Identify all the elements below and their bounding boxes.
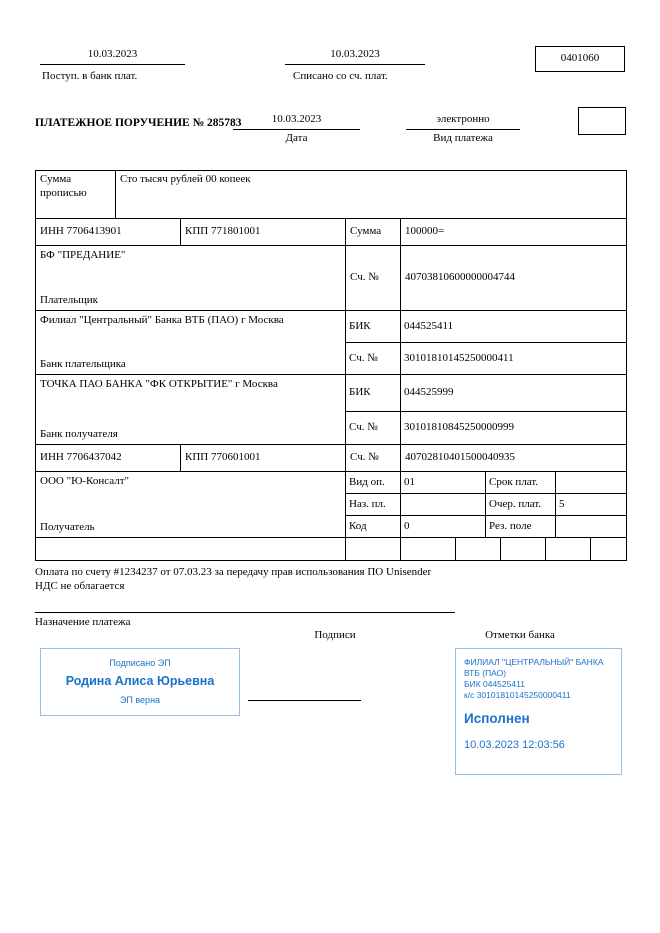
amount-label: Сумма xyxy=(346,219,401,245)
purpose-code-value xyxy=(401,494,486,515)
payment-term-value xyxy=(556,472,626,493)
payee-role-label: Получатель xyxy=(40,521,95,534)
payment-form-table xyxy=(35,170,627,561)
payee-inn: ИНН 7706437042 xyxy=(36,445,181,471)
payer-bank-role-label: Банк плательщика xyxy=(40,358,126,371)
purpose-line-1: Оплата по счету #1234237 от 07.03.23 за передачу прав использования ПО Unisender xyxy=(35,566,432,578)
payee-bank-name: ТОЧКА ПАО БАНКА "ФК ОТКРЫТИЕ" г Москва xyxy=(40,378,278,390)
payer-bank-codes xyxy=(346,311,626,374)
payer-bank-cell xyxy=(36,311,346,374)
bank-stamp-corr-account: к/с 30101810145250000411 xyxy=(464,690,571,700)
tax-field-cell xyxy=(591,538,626,560)
payee-kpp: КПП 770601001 xyxy=(181,445,346,471)
payer-bank-bik: 044525411 xyxy=(404,319,454,332)
tax-field-cell xyxy=(401,538,456,560)
payment-kind-label: Вид платежа xyxy=(433,132,493,144)
payer-account: 40703810600000004744 xyxy=(405,271,515,284)
priority-label: Очер. плат. xyxy=(486,494,556,515)
bank-stamp-bank-name-2: ВТБ (ПАО) xyxy=(464,668,507,678)
payee-inn-row xyxy=(36,445,626,472)
payer-bank-account-label: Сч. № xyxy=(346,343,401,374)
amount-words-label: Сумма прописью xyxy=(36,171,116,218)
payer-bank-name: Филиал "Центральный" Банка ВТБ (ПАО) г Москва xyxy=(40,314,284,326)
tax-field-cell xyxy=(346,538,401,560)
payer-bank-account: 30101810145250000411 xyxy=(404,351,514,364)
payee-bank-bik-label: БИК xyxy=(346,375,401,411)
esig-valid-label: ЭП верна xyxy=(119,694,161,705)
operation-kind-value: 01 xyxy=(401,472,486,493)
purpose-code-label: Наз. пл. xyxy=(346,494,401,515)
bank-stamp-bank-name-1: ФИЛИАЛ "ЦЕНТРАЛЬНЫЙ" БАНКА xyxy=(464,657,604,667)
payee-row xyxy=(36,472,626,538)
received-in-bank-label: Поступ. в банк плат. xyxy=(42,70,138,82)
payer-cell xyxy=(36,246,346,310)
payer-bank-bik-label: БИК xyxy=(346,311,401,342)
bank-stamp-bik: БИК 044525411 xyxy=(464,679,525,689)
payer-inn-row xyxy=(36,219,626,246)
tax-field-cell xyxy=(36,538,346,560)
payee-cell xyxy=(36,472,346,537)
signature-line xyxy=(248,700,361,701)
amount-words-value: Сто тысяч рублей 00 копеек xyxy=(120,173,251,185)
e-signature-stamp xyxy=(40,648,240,716)
payee-operation-grid xyxy=(346,472,626,537)
priority-value: 5 xyxy=(559,497,565,510)
form-code-box: 0401060 xyxy=(535,46,625,72)
payee-bank-account-label: Сч. № xyxy=(346,412,401,444)
bank-marks-label: Отметки банка xyxy=(485,629,555,641)
document-date-label: Дата xyxy=(285,132,308,144)
reserve-field-label: Рез. поле xyxy=(486,516,556,537)
bank-stamp-status: Исполнен xyxy=(464,711,530,726)
code-label: Код xyxy=(346,516,401,537)
received-in-bank-date: 10.03.2023 xyxy=(40,48,185,65)
reserve-field-value xyxy=(556,516,626,537)
payee-bank-cell xyxy=(36,375,346,444)
payee-bank-codes xyxy=(346,375,626,444)
document-title: ПЛАТЕЖНОЕ ПОРУЧЕНИЕ № 285783 xyxy=(35,117,242,129)
operation-kind-label: Вид оп. xyxy=(346,472,401,493)
payee-bank-account: 30101810845250000999 xyxy=(404,421,514,434)
payer-name: БФ "ПРЕДАНИЕ" xyxy=(40,249,126,261)
payer-row xyxy=(36,246,626,311)
payer-bank-row xyxy=(36,311,626,375)
payment-kind-field: электронно xyxy=(406,113,520,130)
signatures-label: Подписи xyxy=(314,629,356,641)
payee-account: 40702810401500040935 xyxy=(405,451,515,464)
payer-kpp: КПП 771801001 xyxy=(181,219,346,245)
amount-value: 100000= xyxy=(405,225,445,238)
payee-name: ООО "Ю-Консалт" xyxy=(40,475,129,487)
payee-bank-role-label: Банк получателя xyxy=(40,428,118,441)
payment-term-label: Срок плат. xyxy=(486,472,556,493)
payee-bank-bik: 044525999 xyxy=(404,386,454,399)
tax-field-cell xyxy=(501,538,546,560)
tax-field-cell xyxy=(546,538,591,560)
esig-signer-name: Родина Алиса Юрьевна xyxy=(65,674,215,689)
tax-field-cell xyxy=(456,538,501,560)
payer-inn: ИНН 7706413901 xyxy=(36,219,181,245)
debited-from-account-date: 10.03.2023 xyxy=(285,48,425,65)
tax-fields-row xyxy=(36,538,626,560)
document-date-field: 10.03.2023 xyxy=(233,113,360,130)
status-code-box xyxy=(578,107,626,135)
esig-signed-label: Подписано ЭП xyxy=(109,657,171,668)
payment-purpose-text xyxy=(35,566,627,594)
payer-role-label: Плательщик xyxy=(40,294,98,307)
purpose-line-2: НДС не облагается xyxy=(35,579,125,592)
payment-purpose-label: Назначение платежа xyxy=(35,612,455,630)
amount-words-row xyxy=(36,171,626,219)
payee-account-label: Сч. № xyxy=(346,445,401,471)
bank-stamp-datetime: 10.03.2023 12:03:56 xyxy=(464,738,565,751)
debited-from-account-label: Списано со сч. плат. xyxy=(293,70,388,82)
bank-stamp xyxy=(455,648,622,775)
code-value: 0 xyxy=(401,516,486,537)
payer-account-label: Сч. № xyxy=(346,246,401,310)
payee-bank-row xyxy=(36,375,626,445)
